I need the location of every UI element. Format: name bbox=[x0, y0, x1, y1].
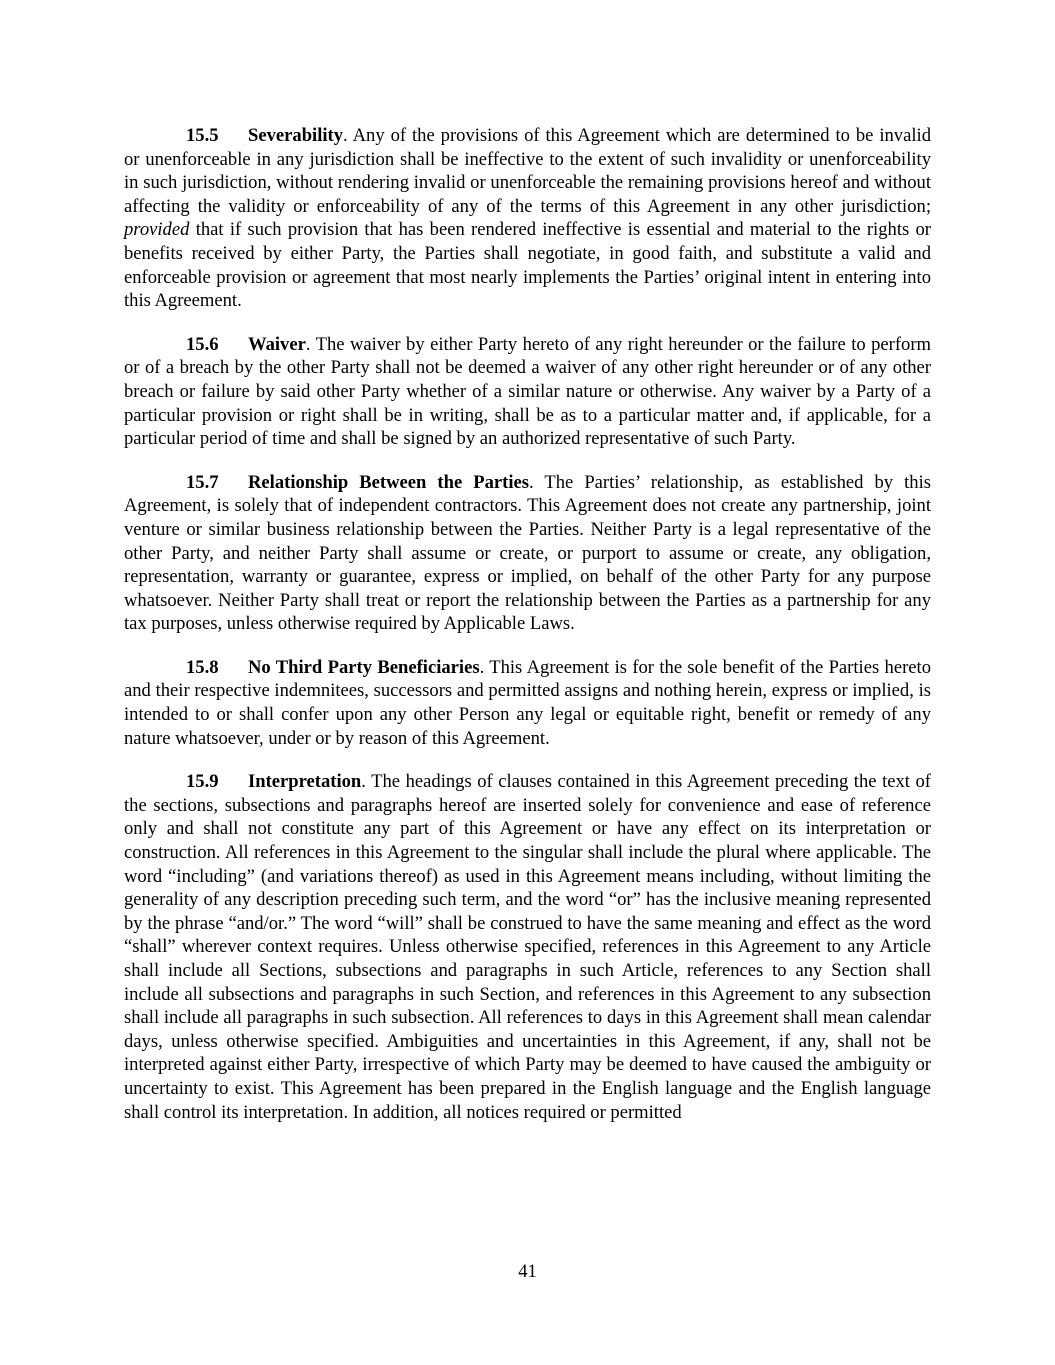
section-number: 15.5 bbox=[186, 125, 219, 146]
section-15-7 bbox=[124, 471, 931, 636]
section-heading: No Third Party Beneficiaries bbox=[248, 656, 480, 678]
section-heading: Severability bbox=[248, 125, 344, 146]
section-number: 15.6 bbox=[186, 333, 219, 355]
section-heading: Interpretation bbox=[248, 771, 362, 793]
section-number: 15.8 bbox=[186, 656, 219, 678]
page-number: 41 bbox=[518, 1261, 537, 1282]
section-text: . The headings of clauses contained in this Agreement preceding the text of the sections, subsections and paragraphs hereof are inserted solely for convenience and ease of reference only and shall not constitute any part of this Agreement or have any effect on its interpretation or construction. All references in this Agreement to the singular shall include the plural where applicable. The word “including” (and variations thereof) as used in this Agreement means including, without limiting the generality of any description preceding such term, and the word “or” has the inclusive meaning represented by the phrase “and/or.” The word “will” shall be construed to have the same meaning and effect as the word “shall” wherever context requires. Unless otherwise specified, references in this Agreement to any Article shall include all Sections, subsections and paragraphs in such Article, references to any Section shall include all subsections and paragraphs in such Section, and references in this Agreement to any subsection shall include all paragraphs in such subsection. All references to days in this Agreement shall mean calendar days, unless otherwise specified. Ambiguities and uncertainties in this Agreement, if any, shall not be interpreted against either Party, irrespective of which Party may be deemed to have caused the ambiguity or uncertainty to exist. This Agreement has been prepared in the English language and the English language shall control its interpretation. In addition, all notices required or permitted bbox=[124, 771, 931, 1123]
section-number: 15.7 bbox=[186, 471, 219, 493]
section-15-9 bbox=[124, 770, 931, 1124]
section-heading: Relationship Between the Parties bbox=[248, 471, 530, 493]
section-15-6 bbox=[124, 333, 931, 451]
section-15-8 bbox=[124, 656, 931, 750]
section-text: . This Agreement is for the sole benefit of the Parties hereto and their respective indemnitees, successors and permitted assigns and nothing herein, express or implied, is intended to or shall confer upon any other Person any legal or equitable right, benefit or remedy of any nature whatsoever, under or by reason of this Agreement. bbox=[124, 656, 932, 749]
section-text-italic: provided bbox=[124, 219, 190, 241]
section-text: . The Parties’ relationship, as established by this Agreement, is solely that of independent contractors. This Agreement does not create any partnership, joint venture or similar business relationship between the Parties. Neither Party is a legal representative of the other Party, and neither Party shall assume or create, or purport to assume or create, any obligation, representation, warranty or guarantee, express or implied, on behalf of the other Party for any purpose whatsoever. Neither Party shall treat or report the relationship between the Parties as a partnership for any tax purposes, unless otherwise required by Applicable Laws. bbox=[124, 471, 931, 635]
section-heading: Waiver bbox=[248, 333, 306, 355]
section-text: . The waiver by either Party hereto of any right hereunder or the failure to perform or of a breach by the other Party shall not be deemed a waiver of any other right hereunder or of any other breach or failure by said other Party whether of a similar nature or otherwise. Any waiver by a Party of a particular provision or right shall be in writing, shall be as to a particular matter and, if applicable, for a particular period of time and shall be signed by an authorized representative of such Party. bbox=[124, 333, 931, 450]
document-page bbox=[124, 124, 931, 1144]
section-number: 15.9 bbox=[186, 771, 219, 793]
section-15-5 bbox=[124, 124, 931, 313]
section-text: that if such provision that has been rendered ineffective is essential and material to the rights or benefits received by either Party, the Parties shall negotiate, in good faith, and substitute a valid and enforceable provision or agreement that most nearly implements the Parties’ original intent in entering into this Agreement. bbox=[124, 219, 931, 312]
section-text: . Any of the provisions of this Agreement which are determined to be invalid or unenforceable in any jurisdiction shall be ineffective to the extent of such invalidity or unenforceability in such jurisdiction, without rendering invalid or unenforceable the remaining provisions hereof and without affecting the validity or enforceability of any of the terms of this Agreement in any other jurisdiction; bbox=[124, 125, 931, 217]
